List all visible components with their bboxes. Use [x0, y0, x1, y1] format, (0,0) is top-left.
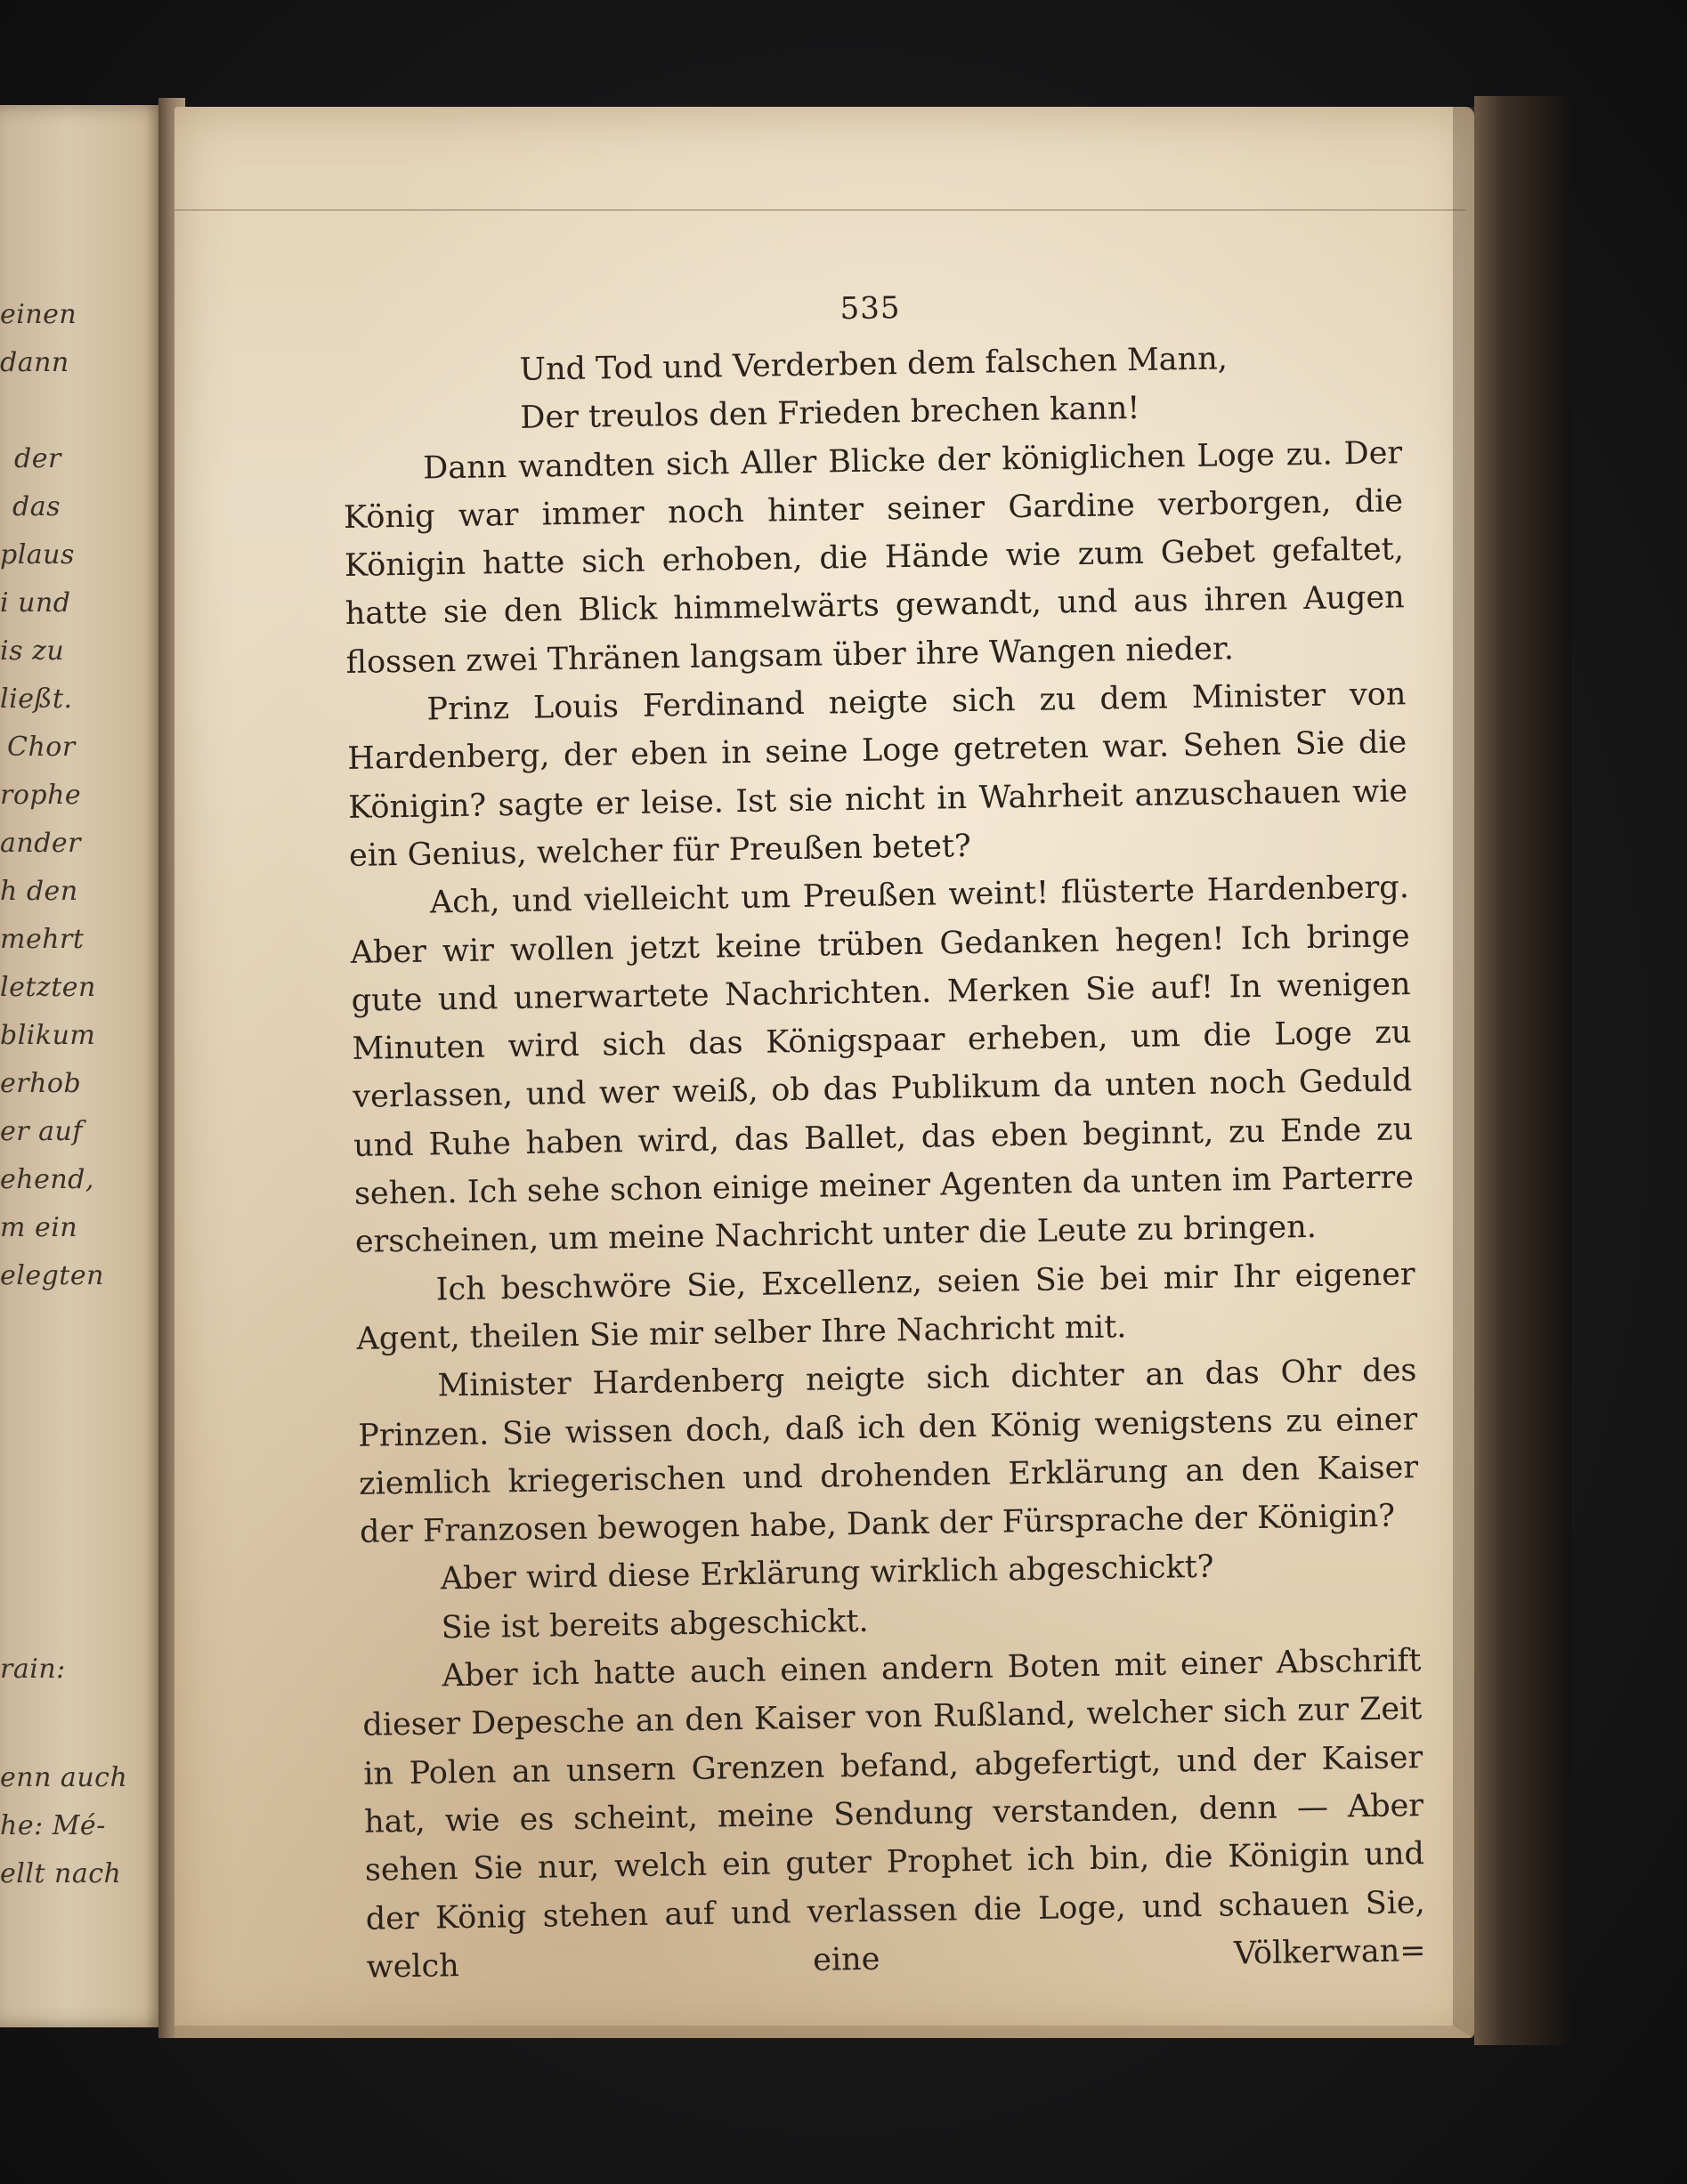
left-line-fragment: m ein — [0, 1212, 78, 1243]
left-line-fragment: is zu — [0, 635, 65, 667]
left-line-fragment: Chor — [7, 732, 76, 763]
left-line-fragment: rain: — [0, 1654, 66, 1685]
left-line-fragment: das — [12, 491, 61, 522]
left-line-fragment: letzten — [0, 972, 96, 1003]
verse-block — [519, 332, 1402, 442]
paragraph: Dann wandten sich Aller Blicke der königlichen Loge zu. Der König war immer noch hinter seiner Gardine verborgen, die Königin hatte sich erhoben, die Hände wie zum Gebet gefaltet, hatte sie den Blick himmelwärts gewandt, und aus ihren Augen flossen zwei Thränen langsam über ihre Wangen nieder. — [343, 434, 1405, 681]
left-line-fragment: einen — [0, 299, 77, 330]
right-page — [174, 107, 1474, 2038]
left-line-fragment: i und — [0, 587, 71, 619]
paragraph: Aber wird diese Erklärung wirklich abgeschickt? — [440, 1549, 1214, 1598]
paragraph: Ach, und vielleicht um Preußen weint! flüsterte Hardenberg. Aber wir wollen jetzt keine trüben Gedanken hegen! Ich bringe gute und unerwartete Nachrichten. Merken Sie auf! In wenigen Minuten wird sich das Königspaar erheben, um die Loge zu verlassen, und wer weiß, ob das Publikum da unten noch Geduld und Ruhe haben wird, das Ballet, das eben beginnt, zu Ende zu sehen. Ich sehe schon einige meiner Agenten da unten im Parterre erscheinen, um meine Nachricht unter die Leute zu bringen. — [350, 870, 1415, 1261]
left-line-fragment: enn auch — [0, 1762, 128, 1793]
left-page-text-fragments — [0, 105, 171, 2027]
left-line-fragment: ellt nach — [0, 1858, 122, 1889]
paragraph: Prinz Louis Ferdinand neigte sich zu dem Minister von Hardenberg, der eben in seine Loge getreten war. Sehen Sie die Königin? sagte er leise. Ist sie nicht in Wahrheit anzuschauen wie ein Genius, welcher für Preußen betet? — [347, 676, 1408, 874]
page-number: 535 — [839, 290, 901, 328]
left-page — [0, 105, 171, 2027]
left-line-fragment: blikum — [0, 1020, 96, 1051]
book-cover-edge — [1474, 96, 1572, 2045]
left-line-fragment: er auf — [0, 1116, 83, 1147]
left-line-fragment: elegten — [0, 1260, 104, 1291]
verse-line: Und Tod und Verderben dem falschen Mann, — [519, 341, 1229, 388]
paragraph: Aber ich hatte auch einen andern Boten mit einer Abschrift dieser Depesche an den Kaiser von Rußland, welcher sich zur Zeit in Polen an unsern Grenzen befand, abgefertigt, und der Kaiser hat, wie es scheint, meine Sendung verstanden, denn — Aber sehen Sie nur, welch ein guter Prophet ich bin, die Königin und der König stehen auf und verlassen die Loge, und schauen Sie, welch eine Völkerwan= — [362, 1643, 1426, 1986]
page-top-rule — [174, 209, 1465, 211]
left-line-fragment: rophe — [0, 780, 82, 811]
left-line-fragment: ehend, — [0, 1164, 94, 1195]
left-line-fragment: plaus — [0, 539, 75, 570]
left-line-fragment: he: Mé- — [0, 1810, 106, 1841]
left-line-fragment: mehrt — [0, 924, 85, 955]
left-line-fragment: h den — [0, 876, 78, 907]
paragraph: Ich beschwöre Sie, Excellenz, seien Sie bei mir Ihr eigener Agent, theilen Sie mir selber Ihre Nachricht mit. — [356, 1256, 1415, 1357]
left-line-fragment: der — [14, 443, 61, 474]
verse-line: Der treulos den Frieden brechen kann! — [520, 391, 1140, 437]
left-line-fragment: erhob — [0, 1068, 82, 1099]
left-line-fragment: ander — [0, 828, 82, 859]
paragraph: Sie ist bereits abgeschickt. — [441, 1603, 869, 1646]
left-line-fragment: dann — [0, 347, 69, 378]
page-text-block — [340, 268, 1426, 1992]
left-line-fragment: ließt. — [0, 684, 73, 715]
paragraph: Minister Hardenberg neigte sich dichter an das Ohr des Prinzen. Sie wissen doch, daß ich den König wenigstens zu einer ziemlich kriegerischen und drohenden Erklärung an den Kaiser der Franzosen bewogen habe, Dank der Fürsprache der Königin? — [358, 1353, 1419, 1550]
